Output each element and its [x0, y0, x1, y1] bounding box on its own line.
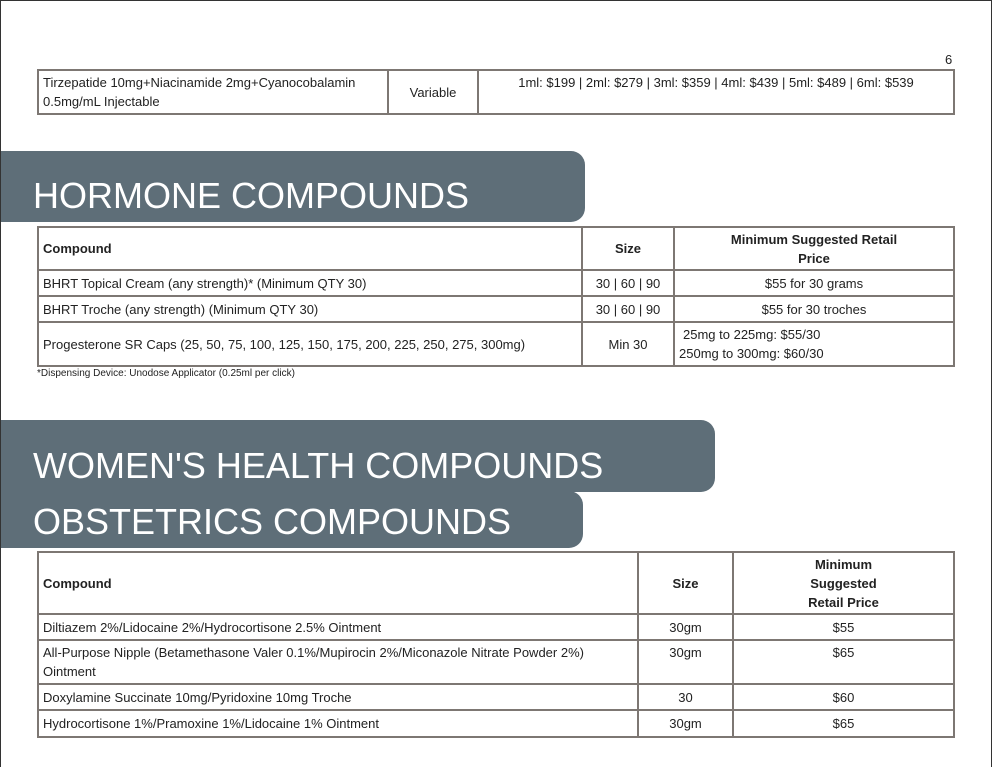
table-row: [38, 270, 954, 296]
header-size: Size: [638, 552, 733, 614]
price-cell: $55: [733, 614, 954, 640]
header-compound: Compound: [38, 227, 582, 270]
table-header-row: [38, 552, 954, 614]
hormone-table: [37, 226, 955, 367]
size-cell: 30: [638, 684, 733, 710]
compound-cell: Hydrocortisone 1%/Pramoxine 1%/Lidocaine 1% Ointment: [38, 710, 638, 737]
size-cell: 30gm: [638, 640, 733, 684]
table-row: [38, 710, 954, 737]
compound-cell: Doxylamine Succinate 10mg/Pyridoxine 10mg Troche: [38, 684, 638, 710]
price-cell: $65: [733, 710, 954, 737]
section-banner-hormone: HORMONE COMPOUNDS: [1, 151, 585, 222]
table-row: [38, 614, 954, 640]
header-price: Minimum Suggested Retail Price: [733, 552, 954, 614]
section-banner-obstetrics: OBSTETRICS COMPOUNDS: [1, 491, 583, 548]
compound-cell: BHRT Topical Cream (any strength)* (Minimum QTY 30): [38, 270, 582, 296]
price-line: 25mg to 225mg: $55/30: [683, 327, 821, 342]
size-cell: Min 30: [582, 322, 674, 366]
table-row: [38, 684, 954, 710]
price-cell: 1ml: $199 | 2ml: $279 | 3ml: $359 | 4ml: $439 | 5ml: $489 | 6ml: $539: [478, 70, 954, 114]
price-cell: $55 for 30 grams: [674, 270, 954, 296]
price-cell: $65: [733, 640, 954, 684]
womens-table: [37, 551, 955, 738]
compound-cell: BHRT Troche (any strength) (Minimum QTY 30): [38, 296, 582, 322]
price-cell: $55 for 30 troches: [674, 296, 954, 322]
top-table: [37, 69, 955, 115]
table-header-row: [38, 227, 954, 270]
size-cell: Variable: [388, 70, 478, 114]
table-row: [38, 296, 954, 322]
compound-cell: Diltiazem 2%/Lidocaine 2%/Hydrocortisone 2.5% Ointment: [38, 614, 638, 640]
price-cell: $60: [733, 684, 954, 710]
compound-cell: Progesterone SR Caps (25, 50, 75, 100, 125, 150, 175, 200, 225, 250, 275, 300mg): [38, 322, 582, 366]
page-number: 6: [945, 52, 953, 67]
footnote: *Dispensing Device: Unodose Applicator (0.25ml per click): [37, 368, 295, 379]
header-price: Minimum Suggested Retail Price: [674, 227, 954, 270]
compound-cell: All-Purpose Nipple (Betamethasone Valer 0.1%/Mupirocin 2%/Miconazole Nitrate Powder 2%) Ointment: [38, 640, 638, 684]
header-size: Size: [582, 227, 674, 270]
price-line: 250mg to 300mg: $60/30: [679, 346, 824, 361]
size-cell: 30gm: [638, 614, 733, 640]
table-row: [38, 640, 954, 684]
size-cell: 30 | 60 | 90: [582, 296, 674, 322]
compound-cell: Tirzepatide 10mg+Niacinamide 2mg+Cyanocobalamin 0.5mg/mL Injectable: [38, 70, 388, 114]
price-cell: [674, 322, 954, 366]
section-banner-womens-health: WOMEN'S HEALTH COMPOUNDS: [1, 420, 715, 492]
table-row: [38, 322, 954, 366]
size-cell: 30gm: [638, 710, 733, 737]
table-row: [38, 70, 954, 114]
size-cell: 30 | 60 | 90: [582, 270, 674, 296]
header-compound: Compound: [38, 552, 638, 614]
